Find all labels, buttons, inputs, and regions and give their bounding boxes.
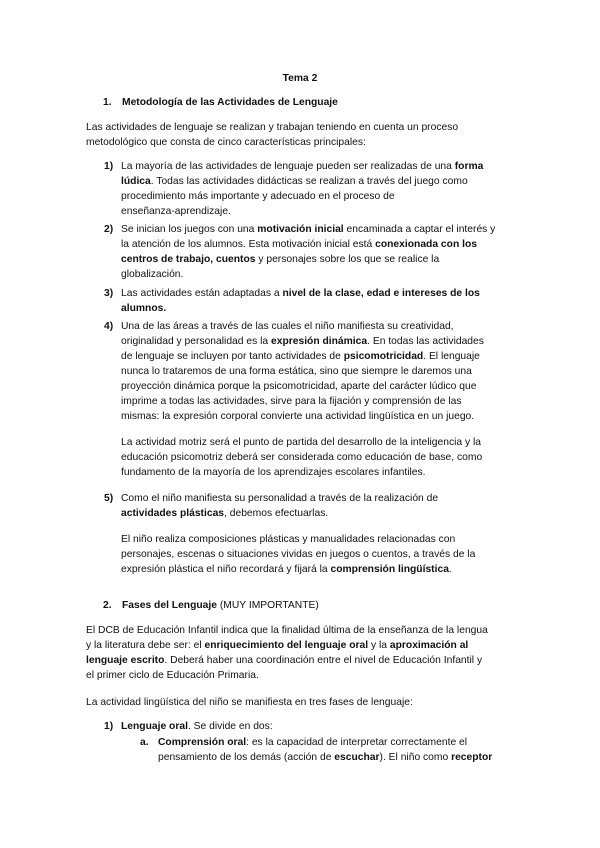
text-bold: Lenguaje oral xyxy=(121,721,188,732)
text-run: La mayoría de las actividades de lenguaje pueden ser realizadas de una xyxy=(121,161,455,172)
text-run: de lenguaje se incluyen por tanto actividades de xyxy=(121,351,344,362)
item-4-paragraph-line: La actividad motriz será el punto de partida del desarrollo de la inteligencia y la xyxy=(121,437,482,448)
item-number: 2) xyxy=(104,224,114,235)
text-run: . El lenguaje xyxy=(423,351,480,362)
item-number: 5) xyxy=(104,493,114,504)
item-4-line: imprime a todas las actividades, sirve para la fijación y comprensión de las xyxy=(121,396,462,407)
item-5-paragraph-line: El niño realiza composiciones plásticas y manualidades relacionadas con xyxy=(121,534,456,545)
oral-subitem-line xyxy=(158,736,467,750)
item-4-line xyxy=(121,350,480,364)
fases-intro: La actividad lingüística del niño se manifiesta en tres fases de lenguaje: xyxy=(86,697,413,708)
text-run: . En todas las actividades xyxy=(367,336,484,347)
text-bold: nivel de la clase, edad e intereses de los xyxy=(282,288,480,299)
oral-subitem-line xyxy=(158,751,492,765)
item-2-line xyxy=(121,253,439,267)
text-bold: centros de trabajo, cuentos xyxy=(121,254,256,265)
text-run: y la literatura debe ser: el xyxy=(86,640,205,651)
text-bold: actividades plásticas xyxy=(121,508,225,519)
item-4-paragraph-line: fundamento de la mayoría de los aprendizajes escolares infantiles. xyxy=(121,467,426,478)
section-2-number: 2. xyxy=(103,600,112,611)
text-bold: enriquecimiento del lenguaje oral xyxy=(204,640,369,651)
text-run: . Deberá haber una coordinación entre el nivel de Educación Infantil y xyxy=(164,655,483,666)
item-3-line xyxy=(121,287,480,301)
intro-line: metodológico que consta de cinco características principales: xyxy=(86,137,366,148)
text-run: expresión plástica el niño recordará y fijará la xyxy=(121,564,331,575)
item-4-line: nunca lo trataremos de una forma estática, sino que siempre le daremos una xyxy=(121,366,472,377)
text-bold: receptor xyxy=(451,752,493,763)
text-run: . Todas las actividades didácticas se realizan a través del juego como xyxy=(150,176,468,187)
text-bold: Fases del Lenguaje xyxy=(122,600,217,611)
page-title: Tema 2 xyxy=(282,73,318,84)
item-5-line: Como el niño manifiesta su personalidad a través de la realización de xyxy=(121,493,439,504)
text-bold: escuchar xyxy=(334,752,380,763)
subitem-letter: a. xyxy=(140,737,149,748)
text-run: . xyxy=(448,564,452,575)
text-bold: forma xyxy=(454,161,484,172)
dcb-line xyxy=(86,654,482,668)
text-bold: comprensión lingüística xyxy=(330,564,449,575)
section-2-heading xyxy=(122,599,319,613)
item-1-line xyxy=(121,160,483,174)
section-1-heading: Metodología de las Actividades de Lenguaje xyxy=(122,97,338,108)
text-run: ). El niño como xyxy=(379,752,452,763)
text-run: . Se divide en dos: xyxy=(187,721,273,732)
item-number: 1) xyxy=(104,161,114,172)
text-bold: motivación inicial xyxy=(257,224,344,235)
text-run: Las actividades están adaptadas a xyxy=(121,288,283,299)
text-run: , debemos efectuarlas. xyxy=(224,508,329,519)
intro-line: Las actividades de lenguaje se realizan y trabajan teniendo en cuenta un proceso xyxy=(86,122,459,133)
item-5-line xyxy=(121,507,328,521)
item-2-line xyxy=(121,223,495,237)
item-5-paragraph-line xyxy=(121,563,452,577)
dcb-line: el primer ciclo de Educación Primaria. xyxy=(86,670,259,681)
item-2-line: globalización. xyxy=(121,269,184,280)
dcb-line: El DCB de Educación Infantil indica que la finalidad última de la enseñanza de la lengua xyxy=(86,625,488,636)
text-bold: Comprensión oral xyxy=(158,737,247,748)
text-run: (MUY IMPORTANTE) xyxy=(217,600,319,611)
item-1-line xyxy=(121,175,468,189)
text-bold: psicomotricidad xyxy=(343,351,424,362)
oral-line xyxy=(121,720,273,734)
text-run: y la xyxy=(368,640,390,651)
item-4-line: proyección dinámica porque la psicomotricidad, aparte del carácter lúdico que xyxy=(121,381,477,392)
text-bold: conexionada con los xyxy=(375,239,477,250)
text-bold: lenguaje escrito xyxy=(86,655,165,666)
section-1-number: 1. xyxy=(103,97,112,108)
text-run: encaminada a captar el interés y xyxy=(343,224,496,235)
item-4-paragraph-line: educación psicomotriz deberá ser considerada como educación de base, como xyxy=(121,452,483,463)
item-2-line xyxy=(121,238,477,252)
text-run: y personajes sobre los que se realice la xyxy=(255,254,440,265)
text-run: : es la capacidad de interpretar correctamente el xyxy=(246,737,468,748)
item-number: 3) xyxy=(104,288,114,299)
item-4-line: mismas: la expresión corporal convierte una actividad lingüística en un juego. xyxy=(121,411,475,422)
item-1-line: procedimiento más importante y adecuado en el proceso de xyxy=(121,191,395,202)
item-1-line: enseñanza-aprendizaje. xyxy=(121,206,231,217)
text-bold: expresión dinámica xyxy=(270,336,368,347)
text-run: Se inician los juegos con una xyxy=(121,224,258,235)
text-run: pensamiento de los demás (acción de xyxy=(158,752,335,763)
item-4-line xyxy=(121,335,484,349)
item-5-paragraph-line: personajes, escenas o situaciones vividas en juegos o cuentos, a través de la xyxy=(121,549,476,560)
item-number: 4) xyxy=(104,321,114,332)
text-bold: aproximación al xyxy=(389,640,469,651)
item-4-line: Una de las áreas a través de las cuales el niño manifiesta su creatividad, xyxy=(121,321,454,332)
text-bold: lúdica xyxy=(121,176,151,187)
item-number: 1) xyxy=(104,721,114,732)
text-run: la atención de los alumnos. Esta motivación inicial está xyxy=(121,239,376,250)
dcb-line xyxy=(86,639,468,653)
text-run: originalidad y personalidad es la xyxy=(121,336,271,347)
item-3-line: alumnos. xyxy=(121,303,167,314)
